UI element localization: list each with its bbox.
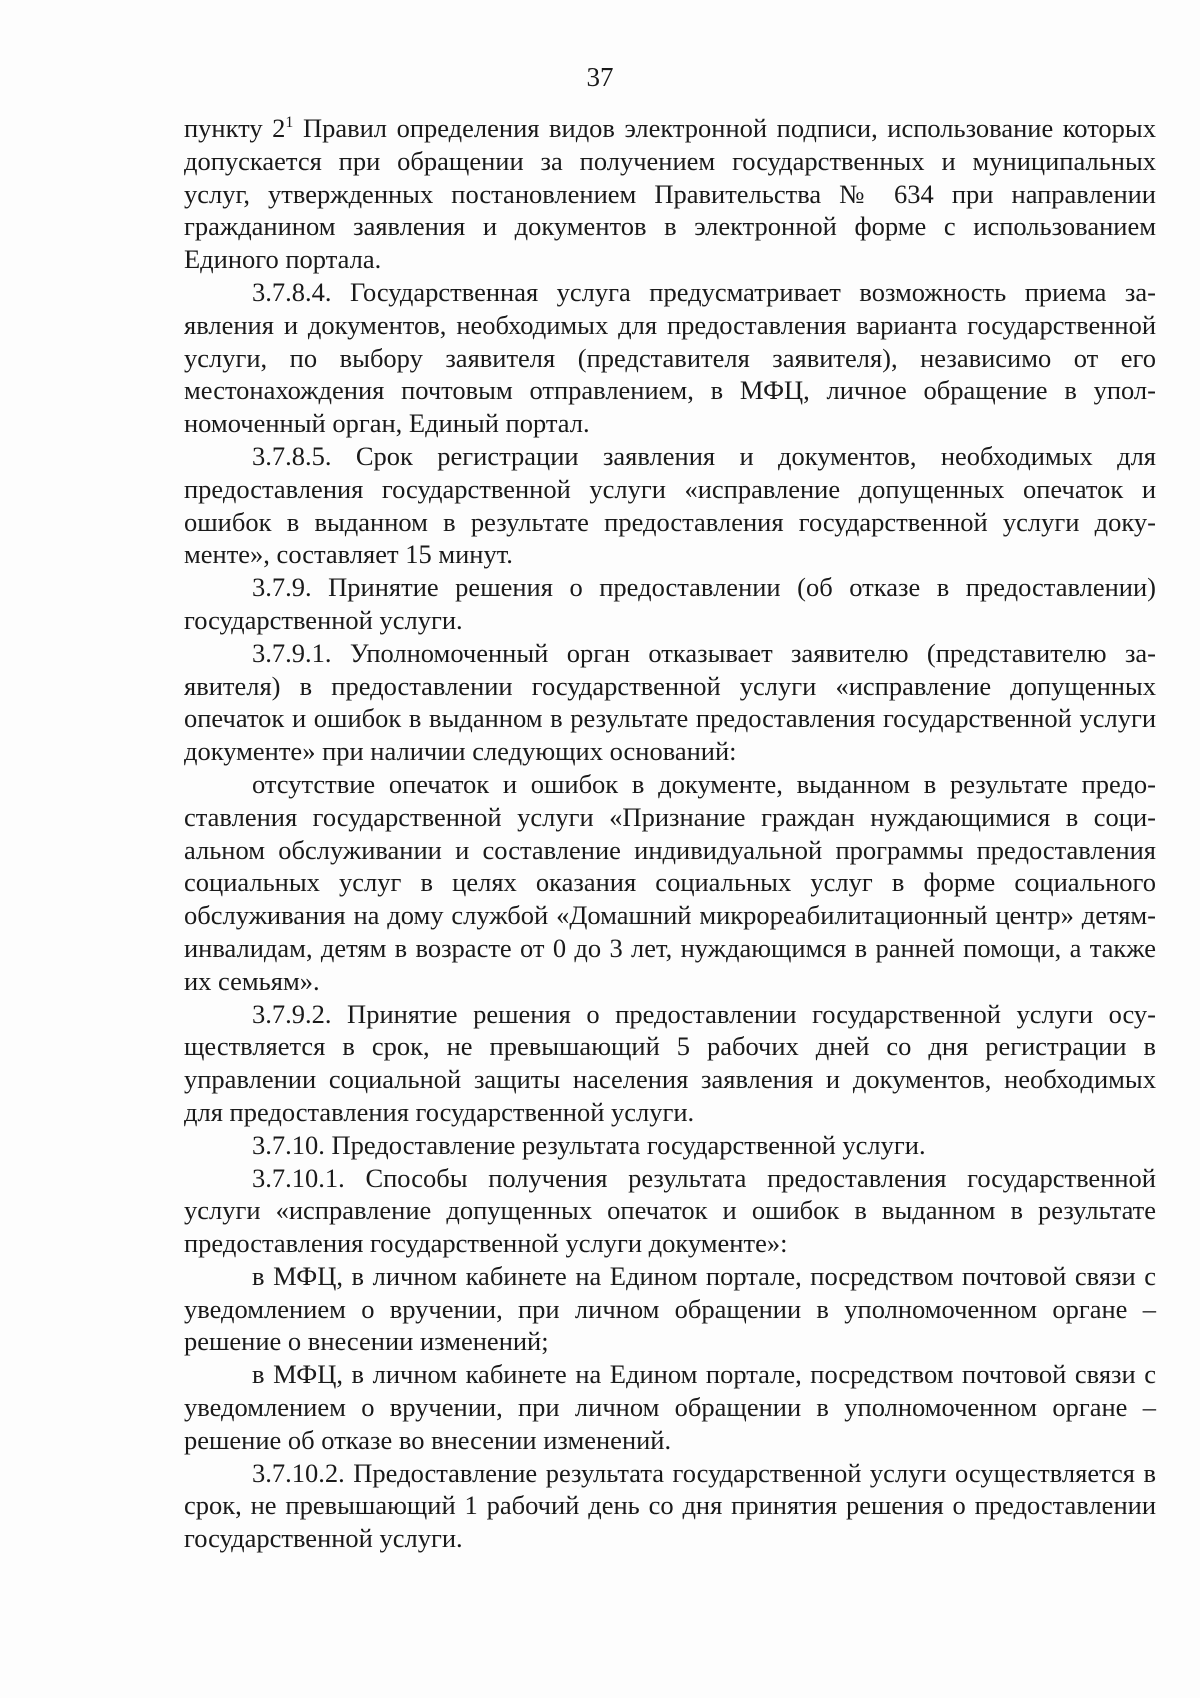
paragraph-3-7-9-2: 3.7.9.2. Принятие решения о предоставлении государственной услуги осуществляется в срок, не превышающий 5 рабочих дней со дня регистрации в управлении социальной защиты населения заявления и документов, необходимых для предоставления государственной услуги.: [184, 998, 1156, 1127]
superscript-reference: 1: [285, 114, 294, 132]
paragraph-3-7-8-5: 3.7.8.5. Срок регистрации заявления и документов, необходимых для предоставления государственной услуги «исправление допущенных опечаток и ошибок в выданном в результате предоставления государственной услуги документе», составляет 15 минут.: [184, 440, 1156, 570]
paragraph-3-7-9: 3.7.9. Принятие решения о предоставлении (об отказе в предоставлении) государственной услуги.: [184, 572, 1156, 635]
paragraph-result-changes: в МФЦ, в личном кабинете на Едином портале, посредством почтовой связи с уведомлением о вручении, при личном обращении в уполномоченном органе – решение о внесении изменений;: [184, 1260, 1156, 1357]
paragraph-lead: пункту 2: [184, 113, 286, 143]
paragraph-3-7-9-1: 3.7.9.1. Уполномоченный орган отказывает заявителю (представителю заявителя) в предоставлении государственной услуги «исправление допущенных опечаток и ошибок в выданном в результате предоставления государственной услуги документе» при наличии следующих оснований:: [184, 637, 1156, 767]
paragraph-text: Правил определения видов электронной подписи, использование которых допускается при обращении за получением государственных и муниципальных услуг, утвержденных постановлением Правительства № 634 при направлении гражданином заявления и документов в электронной форме с использованием Единого портала.: [184, 113, 1156, 275]
paragraph-3-7-10-1: 3.7.10.1. Способы получения результата предоставления государственной услуги «исправление допущенных опечаток и ошибок в выданном в результате предоставления государственной услуги документе»:: [184, 1162, 1156, 1259]
paragraph-3-7-10: 3.7.10. Предоставление результата государственной услуги.: [252, 1129, 926, 1160]
paragraph-3-7-8-4: 3.7.8.4. Государственная услуга предусматривает возможность приема заявления и документов, необходимых для предоставления варианта государственной услуги, по выбору заявителя (представителя заявителя), независимо от его местонахождения почтовым отправлением, в МФЦ, личное обращение в уполномоченный орган, Единый портал.: [184, 276, 1156, 439]
page-number: 37: [586, 62, 614, 92]
paragraph-3-7-10-2: 3.7.10.2. Предоставление результата государственной услуги осуществляется в срок, не превышающий 1 рабочий день со дня принятия решения о предоставлении государственной услуги.: [184, 1457, 1156, 1554]
paragraph-result-refusal: в МФЦ, в личном кабинете на Едином портале, посредством почтовой связи с уведомлением о вручении, при личном обращении в уполномоченном органе – решение об отказе во внесении изменений.: [184, 1359, 1156, 1455]
document-body: [184, 112, 1156, 1555]
paragraph-refusal-grounds: отсутствие опечаток и ошибок в документе, выданном в результате предоставления государственной услуги «Признание граждан нуждающимися в социальном обслуживании и составление индивидуальной программы предоставления социальных услуг в целях оказания социальных услуг в форме социального обслуживания на дому службой «Домашний микрореабилитационный центр» детям-инвалидам, детям в возрасте от 0 до 3 лет, нуждающимся в ранней помощи, а также их семьям».: [184, 768, 1156, 996]
paragraph-continuation: [184, 112, 1156, 276]
